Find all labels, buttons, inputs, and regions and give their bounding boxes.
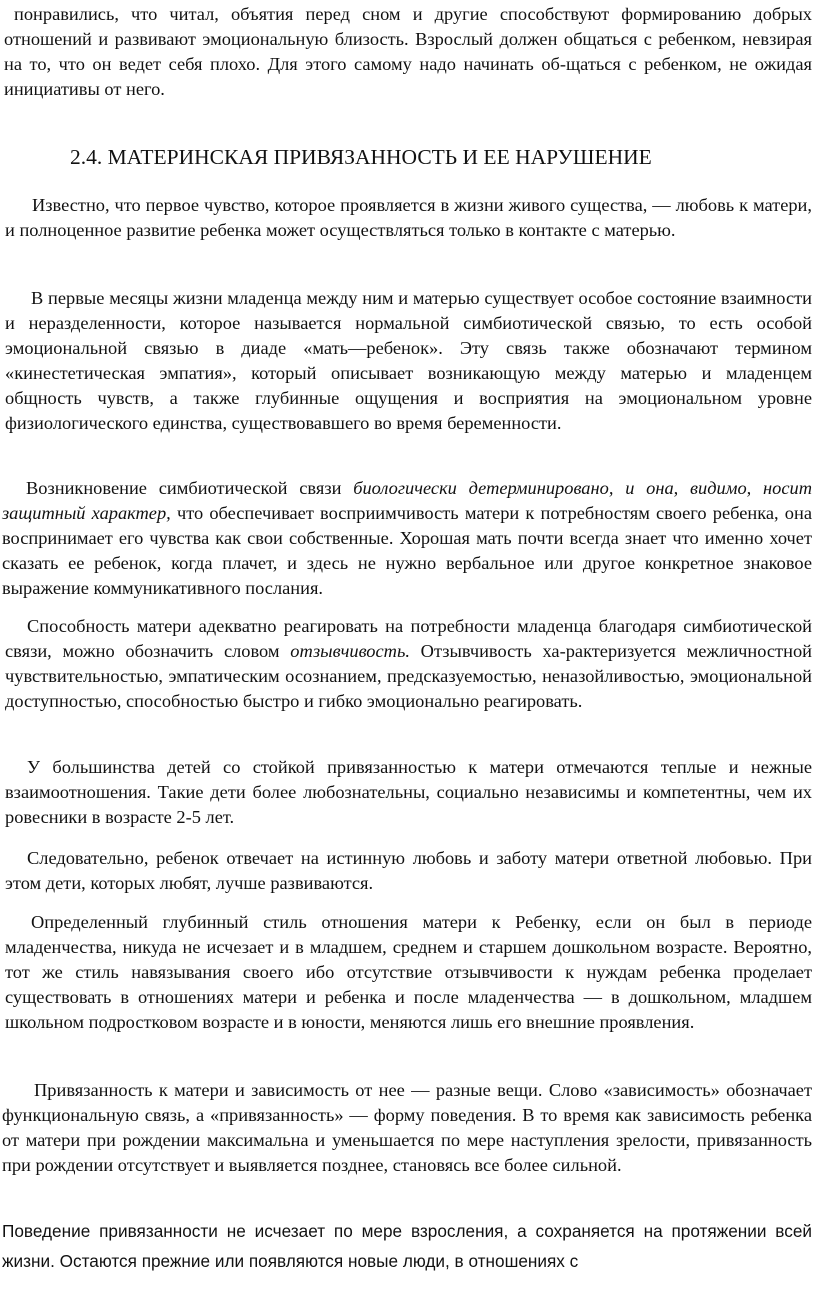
section-title: 2.4. МАТЕРИНСКАЯ ПРИВЯЗАННОСТЬ И ЕЕ НАРУШЕНИЕ: [70, 145, 652, 169]
paragraph-text: что обеспечивает восприимчивость матери к потребностям своего ребенка, она воспринимает его чувства как свои собственные. Хорошая мать почти всегда знает что именно хочет сказать ее ребенок, когда плачет, и здесь не нужно вербальное или другое конкретное знаковое выражение коммуникативного послания.: [2, 503, 812, 598]
paragraph-text: Способность матери адекватно реагировать на потребности младенца благодаря симбиотической связи, можно обозначить словом: [5, 616, 812, 661]
paragraph-symbiotic-connection: В первые месяцы жизни младенца между ним и матерью существует особое состояние взаимности и неразделенности, которое называется нормальной симбиотической связью, то есть особой эмоциональной связью в диаде «мать—ребенок». Эту связь также обозначают термином «кинестетическая эмпатия», который описывает возникающую между матерью и младенцем общность чувств, а также глубинные ощущения и восприятия на эмоциональном уровне физиологического единства, существовавшего во время беременности.: [5, 288, 812, 433]
paragraph-attachment-behavior: Поведение привязанности не исчезает по мере взросления, а сохраняется на протяжении всей жизни. Остаются прежние или появляются новые люди, в отношениях с: [2, 1221, 812, 1271]
paragraph-text: Отзывчивость ха-рактеризуется межличностной чувствительностью, эмпатическим осознанием, предсказуемостью, неназойливостью, эмоциональной доступностью, способностью быстро и гибко эмоционально реагировать.: [5, 641, 812, 711]
italic-emphasis: отзывчивость.: [290, 641, 410, 661]
paragraph-attachment-vs-dependence: Привязанность к матери и зависимость от нее — разные вещи. Слово «зависимость» обозначает функциональную связь, а «привязанность» — форму поведения. В то время как зависимость ребенка от матери при рождении максимальна и уменьшается по мере наступления зрелости, привязанность при рождении отсутствует и выявляется позднее, становясь все более сильной.: [2, 1080, 812, 1175]
paragraph-conclusion: Следовательно, ребенок отвечает на истинную любовь и заботу матери ответной любовью. При этом дети, которых любят, лучше развиваются.: [5, 848, 812, 893]
paragraph-responsiveness: [5, 614, 812, 714]
paragraph-relationship-style: Определенный глубинный стиль отношения матери к Ребенку, если он был в периоде младенчества, никуда не исчезает и в младшем, среднем и старшем дошкольном возрасте. Вероятно, тот же стиль навязывания своего ибо отсутствие отзывчивости к нуждам ребенка проделает существовать в отношениях матери и ребенка и после младенчества — в дошкольном, младшем школьном подростковом возрасте и в юности, меняются лишь его внешние проявления.: [5, 912, 812, 1032]
paragraph-continuation: понравились, что читал, объятия перед сном и другие способствуют формированию добрых отношений и развивают эмоциональную близость. Взрослый должен общаться с ребенком, невзирая на то, что он ведет себя плохо. Для этого самому надо начинать об-щаться с ребенком, не ожидая инициативы от него.: [4, 4, 812, 99]
paragraph-symbiosis-origin: [2, 476, 812, 601]
paragraph-first-feeling: Известно, что первое чувство, которое проявляется в жизни живого существа, — любовь к матери, и полноценное развитие ребенка может осуществляться только в контакте с матерью.: [5, 195, 812, 240]
italic-emphasis: биологически детерминировано, и она, видимо, носит защитный характер,: [2, 478, 813, 523]
paragraph-text: Возникновение симбиотической связи: [26, 478, 354, 498]
paragraph-stable-attachment: У большинства детей со стойкой привязанностью к матери отмечаются теплые и нежные взаимоотношения. Такие дети более любознательны, социально независимы и компетентны, чем их ровесники в возрасте 2-5 лет.: [5, 757, 812, 827]
